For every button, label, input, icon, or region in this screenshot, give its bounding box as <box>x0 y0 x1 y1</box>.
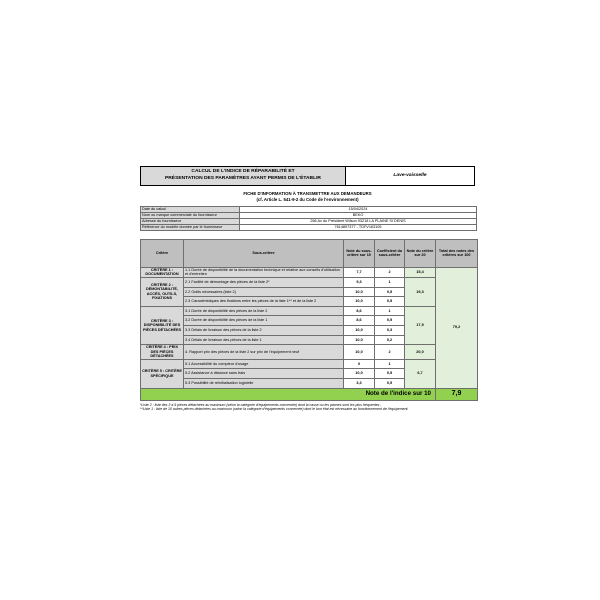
sub-criterion: 3.2 Durée de disponibilité des pièces de la liste 1 <box>184 316 344 326</box>
sub-coef: 0,5 <box>375 297 405 307</box>
col-critere: Critère <box>141 239 184 267</box>
total-score: 79,2 <box>436 267 478 388</box>
sub-criterion: 5.3 Possibilité de réinitialisation logicielle <box>184 379 344 389</box>
sub-criterion: 4. Rapport prix des pièces de la liste 2 sur prix de l'équipement neuf <box>184 345 344 360</box>
col-total: Total des notes des critères sur 100 <box>436 239 478 267</box>
repairability-sheet <box>140 166 475 411</box>
sub-note: 10,0 <box>344 325 375 335</box>
sub-criterion: 5.1 Accessibilité du compteur d'usage <box>184 359 344 369</box>
col-note20: Note du critère sur 20 <box>405 239 436 267</box>
sub-coef: 0,3 <box>375 325 405 335</box>
score-row <box>141 345 478 360</box>
sub-criterion: 3.1 Durée de disponibilité des pièces de la liste 2 <box>184 306 344 316</box>
footnotes <box>140 403 475 412</box>
sub-note: 8,6 <box>344 316 375 326</box>
info-value: 15/04/2024 <box>240 207 477 213</box>
criterion-name: CRITÈRE 5 : CRITÈRE SPÉCIFIQUE <box>141 359 184 388</box>
info-label: Nom ou marque commerciale du fournisseur <box>141 213 240 219</box>
criterion-note: 6,7 <box>405 359 436 388</box>
sub-coef: 0,2 <box>375 335 405 345</box>
sub-criterion: 2.1 Facilité de démontage des pièces de la liste 2* <box>184 277 344 287</box>
criterion-name: CRITÈRE 1 : DOCUMENTATION <box>141 267 184 277</box>
sub-note: 10,0 <box>344 297 375 307</box>
product-type: Lave-vaisselle <box>393 173 427 178</box>
sheet-title <box>141 167 346 185</box>
sub-coef: 1 <box>375 277 405 287</box>
score-row <box>141 306 478 316</box>
title-line-2: PRÉSENTATION DES PARAMÈTRES AYANT PERMIS DE L'ÉTABLIR <box>165 175 321 181</box>
sub-coef: 0,5 <box>375 316 405 326</box>
sub-note: 10,0 <box>344 287 375 297</box>
fiche-line-2: (cf. Article L. 541-9-2 du Code de l'environnement) <box>256 196 359 202</box>
fiche-line-1: FICHE D'INFORMATION À TRANSMETTRE AUX DEMANDEURS <box>243 191 372 196</box>
sub-criterion: 3.3 Délais de livraison des pièces de la liste 2 <box>184 325 344 335</box>
info-row <box>141 224 477 230</box>
criterion-name: CRITÈRE 3 : DISPONIBILITÉ DES PIÈCES DÉTACHÉES <box>141 306 184 344</box>
score-table <box>140 239 478 401</box>
sheet-header <box>140 166 475 186</box>
sub-note: 10,0 <box>344 335 375 345</box>
sub-coef: 1 <box>375 359 405 369</box>
sub-coef: 0,5 <box>375 287 405 297</box>
sub-criterion: 1.1 Durée de disponibilité de la documentation technique et relative aux conseils d'utilisation et d'entretien <box>184 267 344 277</box>
info-label: Date du calcul <box>141 207 240 213</box>
sub-note: 8,6 <box>344 306 375 316</box>
sub-note: 10,0 <box>344 345 375 360</box>
criterion-name: CRITÈRE 4 : PRIX DES PIÈCES DÉTACHÉES <box>141 345 184 360</box>
score-row <box>141 277 478 287</box>
col-note10: Note du sous-critère sur 10 <box>344 239 375 267</box>
sub-criterion: 5.2 Assistance à distance sans frais <box>184 369 344 379</box>
col-sous-critere: Sous-critère <box>184 239 344 267</box>
sub-note: 0 <box>344 359 375 369</box>
criterion-note: 19,3 <box>405 277 436 306</box>
info-label: Adresse du fournisseur <box>141 218 240 224</box>
criterion-name: CRITÈRE 2 : DÉMONTABILITÉ, ACCÈS, OUTILS, FIXATIONS <box>141 277 184 306</box>
footnote-1: *Liste 2 : liste des 3 à 5 pièces détachées au maximum (selon la catégorie d'équipements concernée) dont la casse ou les pannes sont les plus fréquentes ; <box>140 402 382 407</box>
score-table-header <box>141 239 478 267</box>
sub-note: 10,0 <box>344 369 375 379</box>
sub-coef: 0,5 <box>375 369 405 379</box>
sub-note: 7,7 <box>344 267 375 277</box>
sub-coef: 1 <box>375 306 405 316</box>
info-label: Référence du modèle donnée par le fournisseur <box>141 224 240 230</box>
score-row <box>141 267 478 277</box>
info-value: BEKO <box>240 213 477 219</box>
footnote-2: **Liste 1 : liste de 10 autres pièces détachées au maximum (selon la catégorie d'équipements concernée) dont le bon état est nécessaire au fonctionnement de l'équipement. <box>140 406 409 411</box>
sub-note: 9,3 <box>344 277 375 287</box>
final-score: 7,9 <box>436 388 478 400</box>
sub-criterion: 2.2 Outils nécessaires (liste 2) <box>184 287 344 297</box>
sub-coef: 2 <box>375 345 405 360</box>
final-row <box>141 388 478 400</box>
criterion-note: 20,0 <box>405 345 436 360</box>
col-coef: Coefficient du sous-critère <box>375 239 405 267</box>
sub-criterion: 3.4 Délais de livraison des pièces de la liste 1 <box>184 335 344 345</box>
info-value: 266 Av du Président Wilson 93218 LA PLAINE SI DENIS <box>240 218 477 224</box>
fiche-heading <box>140 191 475 202</box>
sub-coef: 2 <box>375 267 405 277</box>
criterion-note: 17,9 <box>405 306 436 344</box>
score-row <box>141 359 478 369</box>
final-label: Note de l'indice sur 10 <box>141 388 436 400</box>
info-value: 7614897377 - TDFV163105 <box>240 224 477 230</box>
sub-criterion: 2.3 Caractéristiques des fixations entre les pièces de la liste 1** et de la liste 2 <box>184 297 344 307</box>
sub-note: 3,3 <box>344 379 375 389</box>
info-table <box>140 206 477 231</box>
title-line-1: CALCUL DE L'INDICE DE RÉPARABILITÉ ET <box>191 169 295 174</box>
criterion-note: 15,4 <box>405 267 436 277</box>
sub-coef: 0,5 <box>375 379 405 389</box>
